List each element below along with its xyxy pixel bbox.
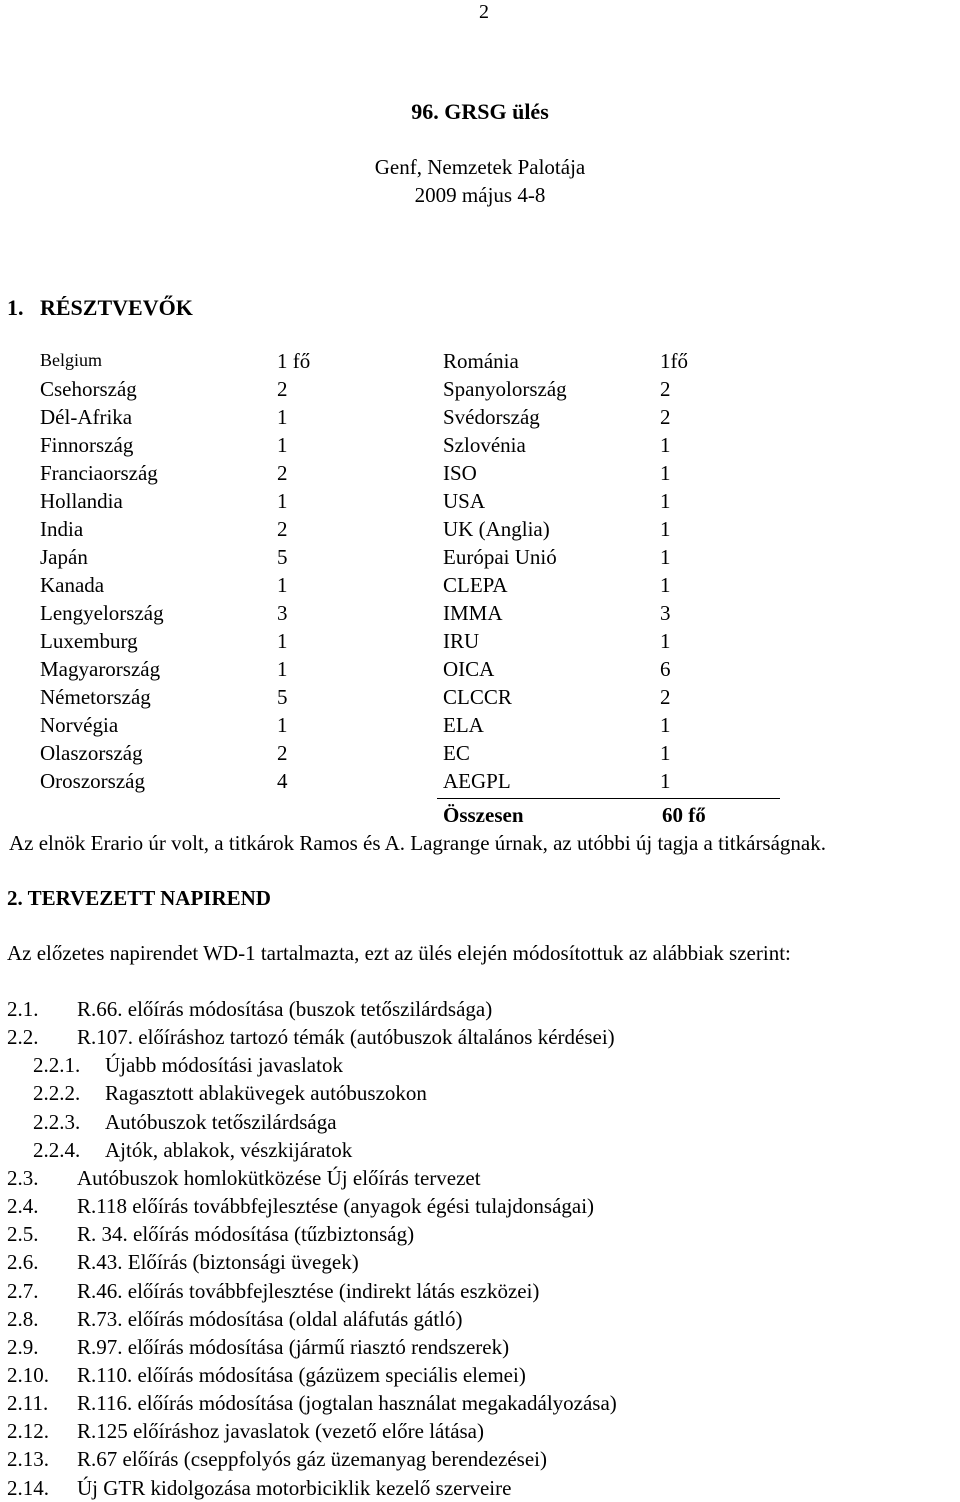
participant-count: 2 — [277, 517, 288, 541]
agenda-item-number: 2.14. — [7, 1476, 49, 1500]
participant-count: 1 — [660, 433, 671, 457]
participant-name: India — [40, 517, 84, 541]
agenda-item-number: 2.9. — [7, 1335, 39, 1359]
participant-name: Oroszország — [40, 769, 145, 793]
participant-count: 1 — [277, 433, 288, 457]
participant-name: Lengyelország — [40, 601, 164, 625]
agenda-item-text: R.66. előírás módosítása (buszok tetőszilárdsága) — [77, 997, 493, 1021]
participant-count: 1 — [277, 713, 288, 737]
participant-count: 1 — [277, 489, 288, 513]
page-number: 2 — [479, 1, 489, 23]
participant-name: Luxemburg — [40, 629, 138, 653]
participant-count: 1 — [660, 489, 671, 513]
section-2-heading: 2. TERVEZETT NAPIREND — [7, 886, 271, 910]
agenda-item-text: R.43. Előírás (biztonsági üvegek) — [77, 1250, 359, 1274]
meeting-location: Genf, Nemzetek Palotája — [374, 155, 586, 179]
participant-count: 2 — [660, 685, 671, 709]
participant-name: Olaszország — [40, 741, 143, 765]
participant-name: Spanyolország — [443, 377, 567, 401]
agenda-item-text: R.116. előírás módosítása (jogtalan használat megakadályozása) — [77, 1391, 617, 1415]
agenda-item-text: Új GTR kidolgozása motorbiciklik kezelő szerveire — [77, 1476, 512, 1500]
participant-name: Svédország — [443, 405, 540, 429]
agenda-item-number: 2.6. — [7, 1250, 39, 1274]
total-divider-line — [437, 798, 780, 799]
participant-count: 1 — [277, 657, 288, 681]
participant-name: ISO — [443, 461, 477, 485]
participant-name: Japán — [40, 545, 88, 569]
agenda-item-text: R.97. előírás módosítása (jármű riasztó rendszerek) — [77, 1335, 510, 1359]
agenda-item-number: 2.11. — [7, 1391, 49, 1415]
agenda-item-number: 2.13. — [7, 1447, 49, 1471]
total-value: 60 fő — [662, 803, 706, 827]
agenda-item-number: 2.2. — [7, 1025, 39, 1049]
participant-name: CLEPA — [443, 573, 508, 597]
document-title: 96. GRSG ülés — [411, 99, 549, 124]
participant-count: 2 — [277, 377, 288, 401]
agenda-item-text: Ajtók, ablakok, vészkijáratok — [105, 1138, 353, 1162]
participant-count: 1fő — [660, 349, 688, 373]
agenda-item-number: 2.10. — [7, 1363, 49, 1387]
participant-name: ELA — [443, 713, 484, 737]
participant-name: Norvégia — [40, 713, 119, 737]
agenda-item-number: 2.7. — [7, 1279, 39, 1303]
agenda-item-text: Autóbuszok homlokütközése Új előírás tervezet — [77, 1166, 481, 1190]
participant-count: 1 — [660, 545, 671, 569]
agenda-item-number: 2.2.2. — [33, 1081, 81, 1105]
participant-count: 2 — [277, 741, 288, 765]
participant-count: 4 — [277, 769, 288, 793]
participant-name: CLCCR — [443, 685, 512, 709]
participant-name: Szlovénia — [443, 433, 526, 457]
participant-count: 2 — [660, 405, 671, 429]
participant-count: 2 — [660, 377, 671, 401]
participant-name: Franciaország — [40, 461, 158, 485]
meeting-date: 2009 május 4-8 — [414, 183, 546, 207]
section-1-number: 1. — [7, 295, 24, 320]
chair-note: Az elnök Erario úr volt, a titkárok Ramos és A. Lagrange úrnak, az utóbbi új tagja a titkárságnak. — [9, 831, 827, 855]
agenda-item-text: Autóbuszok tetőszilárdsága — [105, 1110, 337, 1134]
participant-count: 1 — [660, 713, 671, 737]
participant-count: 1 — [277, 405, 288, 429]
agenda-item-text: R.110. előírás módosítása (gázüzem speciális elemei) — [77, 1363, 526, 1387]
agenda-item-number: 2.2.4. — [33, 1138, 81, 1162]
agenda-item-text: R. 34. előírás módosítása (tűzbiztonság) — [77, 1222, 415, 1246]
participant-name: AEGPL — [443, 769, 511, 793]
agenda-item-text: R.46. előírás továbbfejlesztése (indirekt látás eszközei) — [77, 1279, 540, 1303]
participant-name: Dél-Afrika — [40, 405, 133, 429]
participant-count: 2 — [277, 461, 288, 485]
participant-count: 1 — [660, 517, 671, 541]
participant-name: OICA — [443, 657, 495, 681]
participant-name: Belgium — [40, 350, 102, 370]
participant-name: Hollandia — [40, 489, 123, 513]
agenda-item-number: 2.12. — [7, 1419, 49, 1443]
participant-name: UK (Anglia) — [443, 517, 550, 541]
participant-name: Kanada — [40, 573, 105, 597]
agenda-item-text: R.67 előírás (cseppfolyós gáz üzemanyag berendezései) — [77, 1447, 547, 1471]
agenda-item-text: R.125 előíráshoz javaslatok (vezető előre látása) — [77, 1419, 484, 1443]
participant-name: Csehország — [40, 377, 137, 401]
participant-count: 1 — [277, 629, 288, 653]
participant-name: USA — [443, 489, 486, 513]
agenda-intro: Az előzetes napirendet WD-1 tartalmazta, ezt az ülés elején módosítottuk az alábbiak szerint: — [7, 941, 791, 965]
participant-count: 6 — [660, 657, 671, 681]
participant-name: Finnország — [40, 433, 134, 457]
agenda-item-number: 2.2.3. — [33, 1110, 81, 1134]
total-label: Összesen — [443, 803, 524, 827]
agenda-item-number: 2.4. — [7, 1194, 39, 1218]
agenda-item-text: Újabb módosítási javaslatok — [105, 1053, 343, 1077]
participant-name: Németország — [40, 685, 151, 709]
participant-count: 1 — [660, 769, 671, 793]
agenda-item-number: 2.1. — [7, 997, 39, 1021]
agenda-item-number: 2.2.1. — [33, 1053, 81, 1077]
participant-count: 3 — [277, 601, 288, 625]
section-1-heading: RÉSZTVEVŐK — [40, 295, 193, 320]
participant-name: Románia — [443, 349, 519, 373]
participant-count: 1 — [660, 629, 671, 653]
participant-count: 1 — [660, 573, 671, 597]
agenda-item-number: 2.5. — [7, 1222, 39, 1246]
agenda-item-text: R.118 előírás továbbfejlesztése (anyagok égési tulajdonságai) — [77, 1194, 595, 1218]
participant-count: 3 — [660, 601, 671, 625]
participant-name: IRU — [443, 629, 480, 653]
participant-name: EC — [443, 741, 470, 765]
agenda-item-number: 2.8. — [7, 1307, 39, 1331]
agenda-item-text: Ragasztott ablaküvegek autóbuszokon — [105, 1081, 427, 1105]
agenda-item-text: R.107. előíráshoz tartozó témák (autóbuszok általános kérdései) — [77, 1025, 615, 1049]
participant-name: IMMA — [443, 601, 503, 625]
agenda-item-text: R.73. előírás módosítása (oldal aláfutás gátló) — [77, 1307, 463, 1331]
participant-name: Magyarország — [40, 657, 161, 681]
agenda-item-number: 2.3. — [7, 1166, 39, 1190]
participant-count: 5 — [277, 545, 288, 569]
participant-count: 1 — [660, 461, 671, 485]
participant-count: 1 — [277, 573, 288, 597]
participant-count: 5 — [277, 685, 288, 709]
participant-name: Európai Unió — [443, 545, 557, 569]
participant-count: 1 — [660, 741, 671, 765]
participant-count: 1 fő — [277, 349, 311, 373]
